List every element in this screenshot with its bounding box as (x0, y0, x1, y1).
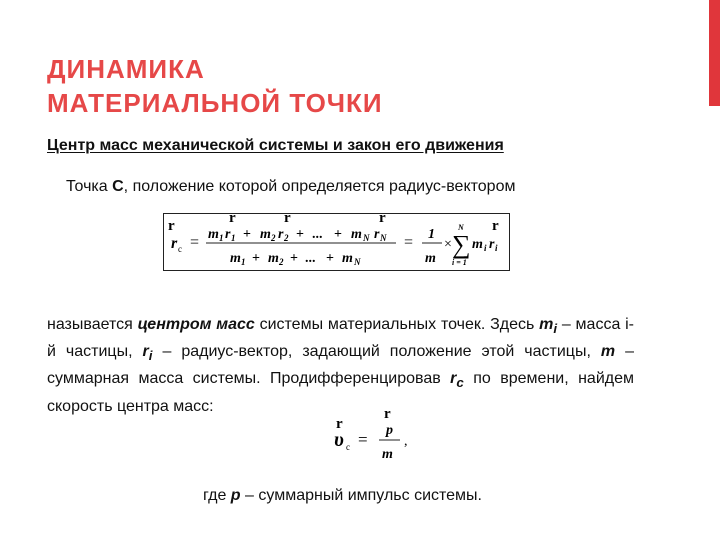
num-m1: m (208, 227, 219, 242)
den-m1: m (230, 251, 241, 266)
frac-one: 1 (428, 227, 435, 242)
para-ri-letter: r (142, 343, 149, 361)
center-of-mass-formula-svg (164, 214, 509, 270)
frac-m: m (425, 251, 436, 266)
title-line-1: ДИНАМИКА (47, 54, 205, 84)
num-m1-sub: 1 (219, 233, 224, 243)
den-plus-3: + (326, 251, 334, 266)
vector-mark-lhs: r (168, 218, 175, 234)
num-r2-sub: 2 (284, 233, 289, 243)
lhs-sub: c (178, 244, 182, 254)
sum-r: r (489, 237, 495, 252)
footer-suffix: – суммарный импульс системы. (240, 487, 482, 504)
times-sign: × (444, 237, 452, 252)
mass-symbol: m (382, 447, 393, 462)
num-mN: m (351, 227, 362, 242)
para-text-3: – масса i-й частицы, (47, 316, 635, 361)
num-mN-sub: N (363, 233, 370, 243)
momentum-symbol: p (386, 423, 393, 438)
den-m2-sub: 2 (279, 257, 284, 267)
eq-v: = (358, 430, 368, 449)
den-mN-sub: N (354, 257, 361, 267)
num-m2-sub: 2 (271, 233, 276, 243)
footer-prefix: где (203, 487, 231, 504)
para-ri-sub: i (148, 348, 153, 364)
den-mN: m (342, 251, 353, 266)
para-mi (539, 316, 558, 337)
num-plus-1: + (243, 227, 251, 242)
vector-mark-r2: r (284, 214, 291, 226)
para-text-2: системы материальных точек. Здесь (254, 316, 540, 333)
sigma: ∑ (452, 230, 471, 259)
intro-suffix: , положение которой определяется радиус-вектором (123, 178, 516, 195)
center-of-mass-formula (163, 213, 510, 271)
intro-text (66, 178, 515, 196)
den-plus-2: + (290, 251, 298, 266)
sum-m: m (472, 237, 483, 252)
sum-upper: N (458, 223, 464, 232)
para-mi-sub: i (553, 321, 558, 337)
slide-title (47, 52, 383, 120)
num-plus-3: + (334, 227, 342, 242)
para-text-4: – радиус-вектор, задающий положение этой частицы, (152, 343, 601, 361)
velocity-formula (330, 400, 420, 466)
para-rc-sub: c (456, 375, 464, 391)
den-m1-sub: 1 (241, 257, 246, 267)
sum-m-sub: i (484, 243, 487, 253)
eq-2: = (404, 234, 414, 251)
footer-text (203, 487, 482, 505)
num-r1: r (225, 227, 231, 242)
para-mi-letter: m (539, 316, 554, 333)
sum-r-sub: i (495, 243, 498, 253)
num-rN-sub: N (380, 233, 387, 243)
num-m2: m (260, 227, 271, 242)
para-text-5: – суммарная масса системы. Продифференцировав (47, 343, 635, 388)
num-rN: r (374, 227, 380, 242)
lhs-r: r (171, 235, 178, 252)
comma: , (404, 434, 408, 449)
vector-mark-rN: r (379, 214, 386, 226)
intro-point: C (112, 178, 124, 195)
sum-lower: i = 1 (452, 258, 467, 267)
vector-mark-sum: r (492, 218, 499, 234)
den-plus-1: + (252, 251, 260, 266)
title-line-2: МАТЕРИАЛЬНОЙ ТОЧКИ (47, 88, 383, 118)
den-m2: m (268, 251, 279, 266)
velocity-sub: c (346, 442, 350, 452)
num-plus-2: + (296, 227, 304, 242)
num-r2: r (278, 227, 284, 242)
intro-prefix: Точка (66, 178, 113, 195)
para-m: m (600, 343, 616, 361)
para-rc-letter: r (450, 370, 457, 388)
footer-p: p (230, 487, 241, 504)
vector-mark-r1: r (229, 214, 236, 226)
para-ri (142, 343, 153, 364)
vector-mark-p: r (384, 406, 391, 422)
velocity-symbol: υ (334, 429, 344, 451)
para-text-1: называется (47, 316, 138, 333)
den-dots: ... (305, 251, 316, 266)
eq-1: = (190, 234, 200, 251)
slide-subtitle: Центр масс механической системы и закон его движения (47, 137, 504, 154)
para-text-6: по времени, найдем скорость центра масс: (47, 370, 635, 415)
para-rc (450, 370, 464, 391)
num-dots: ... (312, 227, 323, 242)
para-term: центром масс (137, 316, 255, 333)
accent-bar (709, 0, 720, 106)
num-r1-sub: 1 (231, 233, 236, 243)
vector-mark-v: r (336, 416, 343, 432)
